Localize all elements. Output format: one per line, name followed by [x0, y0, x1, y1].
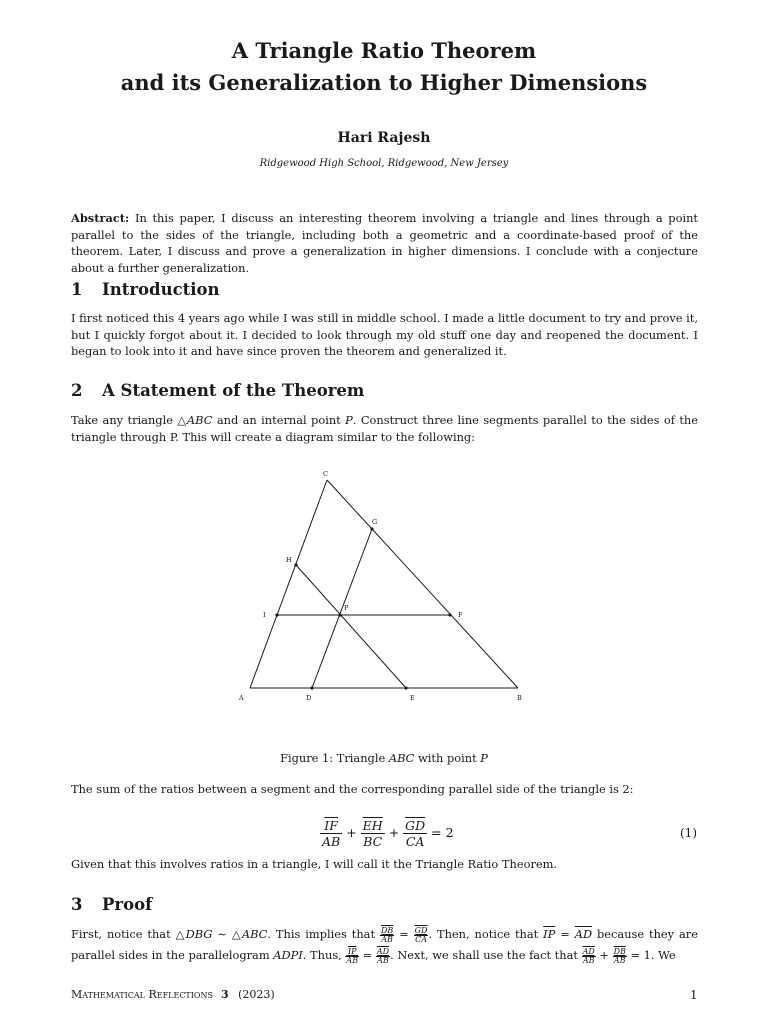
fraction-ad-ab: [376, 948, 390, 965]
section-number: 3: [71, 895, 83, 914]
numerator: $\overline{DB}$: [380, 925, 394, 935]
point-d: [310, 686, 313, 689]
section-title: A Statement of the Theorem: [102, 381, 365, 400]
page-number: 1: [690, 988, 698, 1002]
numerator: $\overline{AD}$: [582, 946, 595, 956]
proof-text: . Thus,: [302, 948, 346, 962]
proof-text: . This implies that: [267, 927, 380, 941]
denominator: AB: [322, 834, 341, 849]
proof-text: First, notice that: [71, 927, 176, 941]
denominator: AB: [381, 934, 393, 944]
plus-sign: +: [346, 825, 357, 840]
triangle-symbol: △ABC: [177, 413, 213, 427]
equals-sign: =: [359, 948, 376, 962]
caption-mid: with point: [414, 751, 481, 765]
proof-text: =: [555, 927, 575, 941]
point-e: [404, 686, 407, 689]
statement-text-1: Take any triangle: [71, 413, 178, 427]
label-a: A: [239, 694, 244, 702]
point-h: [294, 563, 297, 566]
segment-ad: $\overline{AD}$: [574, 927, 593, 941]
denominator: AB: [377, 955, 389, 965]
side-bc: [327, 480, 518, 688]
title-line-2: and its Generalization to Higher Dimensions: [120, 70, 648, 95]
fraction-ip-ab: [345, 948, 359, 965]
similarity-statement: △DBG ∼ △ABC: [175, 927, 268, 941]
section-heading-proof: [71, 895, 152, 914]
label-i: I: [263, 611, 266, 619]
abstract: [71, 210, 698, 276]
fraction-ad-ab: [582, 948, 596, 965]
point-i: [275, 613, 278, 616]
proof-text: . Next, we shall use the fact that: [390, 948, 582, 962]
plus-sign: +: [388, 825, 400, 840]
label-f: F: [458, 611, 463, 619]
proof-text: . Then, notice that: [428, 927, 544, 941]
author-name: Hari Rajesh: [337, 130, 431, 146]
equals-two: = 2: [431, 825, 454, 840]
denominator: CA: [405, 834, 425, 849]
label-d: D: [306, 694, 312, 702]
denominator: AB: [346, 955, 359, 965]
fraction-gd-ca: [414, 927, 429, 944]
fraction-if-ab: [320, 818, 342, 849]
title-line-1: A Triangle Ratio Theorem: [231, 38, 537, 63]
fraction-db-ab: [613, 948, 627, 965]
caption-triangle: ABC: [388, 751, 415, 765]
fraction-gd-ca: [403, 818, 427, 849]
statement-text-3: . Construct three line segments parallel to the sides of the triangle through P. This will create a diagram similar to the following:: [71, 413, 698, 444]
section-title: Proof: [102, 895, 153, 914]
journal-name: Mathematical Reflections: [71, 988, 213, 1001]
proof-text: = 1. We: [626, 948, 676, 962]
segment-ip: $\overline{IP}$: [543, 927, 556, 941]
journal-volume: 3: [220, 988, 229, 1001]
label-e: E: [410, 694, 415, 702]
journal-year: (2023): [238, 988, 275, 1001]
numerator: $\overline{IP}$: [345, 948, 359, 957]
label-c: C: [323, 470, 328, 478]
label-b: B: [517, 694, 522, 702]
numerator: $\overline{EH}$: [362, 818, 383, 833]
section-heading-statement: [71, 381, 364, 400]
equation-1: [320, 818, 454, 849]
page-footer: [71, 988, 275, 1001]
intro-paragraph: I first noticed this 4 years ago while I was still in middle school. I made a little document to try and prove it, but I quickly forgot about it. I decided to look through my old stuff one day and reopened the document. I began to look into it and have since proven the theorem and generalized it.: [71, 311, 698, 358]
figure-caption: [0, 751, 768, 765]
section-number: 1: [71, 280, 83, 299]
sum-paragraph: The sum of the ratios between a segment and the corresponding parallel side of the triangle is 2:: [71, 782, 634, 796]
numerator: $\overline{IF}$: [320, 818, 342, 834]
caption-prefix: Figure 1: Triangle: [280, 751, 389, 765]
point-g: [370, 527, 373, 530]
equals-sign: =: [394, 927, 414, 941]
label-g: G: [372, 518, 378, 526]
numerator: $\overline{GD}$: [414, 925, 428, 935]
denominator: AB: [613, 955, 626, 965]
side-ac: [250, 480, 327, 688]
parallelogram-name: ADPI: [273, 948, 303, 962]
proof-paragraph: [71, 924, 698, 966]
label-p: P: [344, 604, 349, 612]
statement-text-2: and an internal point: [212, 413, 346, 427]
plus-sign: +: [595, 948, 613, 962]
point-symbol: P: [345, 413, 353, 427]
proof-text: because they are parallel sides in the parallelogram: [71, 927, 698, 962]
abstract-text: In this paper, I discuss an interesting theorem involving a triangle and lines through a point parallel to the sides of the triangle, including both a geometric and a coordinate-based proof of the theorem. Later, I discuss and prove a generalization in higher dimensions. I conclude with a conjecture about a further generalization.: [71, 211, 698, 275]
caption-point: P: [480, 751, 488, 765]
section-heading-introduction: [71, 280, 220, 299]
equation-number: (1): [680, 826, 697, 840]
numerator: $\overline{AD}$: [376, 946, 390, 956]
fraction-db-ab: [380, 927, 394, 944]
denominator: CA: [415, 934, 427, 944]
denominator: BC: [363, 834, 383, 849]
point-p: [338, 613, 341, 616]
numerator: $\overline{GD}$: [405, 818, 426, 833]
triangle-figure: [230, 465, 540, 710]
statement-paragraph: [71, 412, 698, 445]
author-affiliation: Ridgewood High School, Ridgewood, New Jersey: [259, 158, 509, 169]
abstract-label: Abstract:: [71, 211, 130, 225]
label-h: H: [286, 556, 292, 564]
fraction-eh-bc: [361, 818, 385, 849]
numerator: $\overline{DB}$: [613, 946, 626, 956]
denominator: AB: [582, 955, 595, 965]
section-title: Introduction: [102, 280, 220, 299]
section-number: 2: [71, 381, 83, 400]
point-f: [448, 613, 451, 616]
given-paragraph: Given that this involves ratios in a triangle, I will call it the Triangle Ratio Theorem.: [71, 857, 558, 871]
segment-dg: [312, 529, 372, 688]
